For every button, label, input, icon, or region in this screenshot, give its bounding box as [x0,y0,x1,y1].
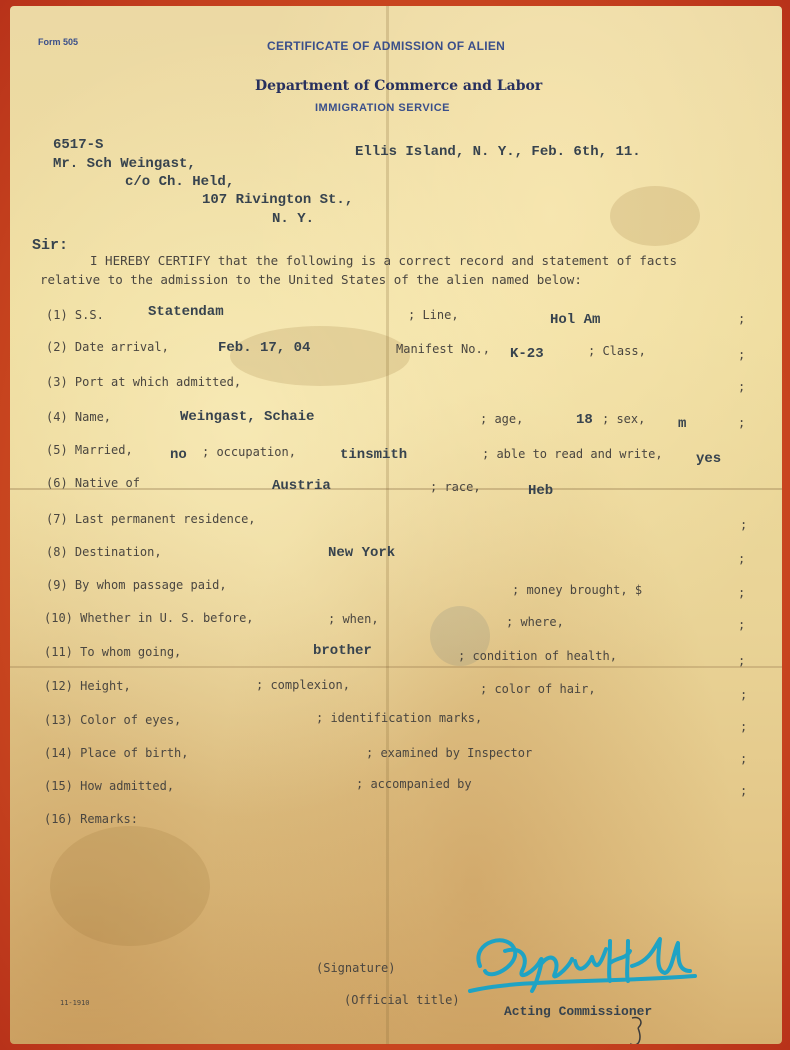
field-label: ; occupation, [202,445,296,459]
field-separator: ; [738,552,746,566]
field-separator: ; [738,348,746,362]
field-label: (4) Name, [46,410,112,424]
field-label: ; identification marks, [316,711,483,725]
native-value: Austria [272,478,331,494]
field-label: ; condition of health, [458,649,617,663]
service-title: IMMIGRATION SERVICE [315,102,450,114]
field-separator: ; [738,312,746,326]
handwritten-signature [460,921,700,1001]
address-line: c/o Ch. Held, [125,174,235,190]
field-label: (5) Married, [46,443,133,457]
official-title-label: (Official title) [344,993,460,1007]
field-label: Manifest No., [396,342,490,356]
field-label: ; where, [506,615,564,629]
field-label: (16) Remarks: [44,812,138,826]
field-label: (12) Height, [44,679,131,693]
sex-value: m [678,416,687,432]
line-value: Hol Am [550,312,601,328]
paper-stain [50,826,210,946]
occupation-value: tinsmith [340,447,408,463]
destination-value: New York [328,545,396,561]
horizontal-fold [10,666,782,668]
field-label: ; money brought, $ [512,583,643,597]
field-label: (13) Color of eyes, [44,713,182,727]
field-label: (15) How admitted, [44,779,175,793]
field-label: ; accompanied by [356,777,472,791]
field-label: ; complexion, [256,678,350,692]
field-label: ; age, [480,412,524,426]
read-write-value: yes [696,451,722,467]
age-value: 18 [576,412,593,428]
ship-value: Statendam [148,304,224,320]
certificate-title: CERTIFICATE OF ADMISSION OF ALIEN [267,39,506,53]
field-separator: ; [738,618,746,632]
field-label: ; sex, [602,412,646,426]
field-label: ; race, [430,480,481,494]
address-line: N. Y. [272,211,315,227]
paper-stain [230,326,410,386]
field-label: (3) Port at which admitted, [46,375,242,389]
official-title-value: Acting Commissioner [504,1004,653,1019]
field-label: ; Line, [408,308,459,322]
form-number: Form 505 [38,37,79,47]
field-label: (6) Native of [46,476,140,490]
address-line: Mr. Sch Weingast, [53,156,196,172]
field-separator: ; [740,720,748,734]
field-label: (14) Place of birth, [44,746,189,760]
print-mark: 11-1910 [60,999,90,1007]
certify-text: I HEREBY CERTIFY that the following is a correct record and statement of facts [90,253,677,268]
going-to-value: brother [313,643,372,659]
field-label: (2) Date arrival, [46,340,169,354]
field-label: ; Class, [588,344,646,358]
file-number: 6517-S [53,137,104,153]
married-value: no [170,447,187,463]
handwritten-initial [622,1014,652,1044]
location-date: Ellis Island, N. Y., Feb. 6th, 11. [355,144,641,160]
field-label: (7) Last permanent residence, [46,512,256,526]
field-separator: ; [740,518,748,532]
salutation: Sir: [32,237,69,254]
field-label: ; able to read and write, [482,447,663,461]
field-separator: ; [738,586,746,600]
field-separator: ; [740,752,748,766]
department-title: Department of Commerce and Labor [255,78,543,94]
field-label: (10) Whether in U. S. before, [44,611,254,625]
paper-stain [610,186,700,246]
field-label: ; when, [328,612,379,626]
field-separator: ; [738,416,746,430]
field-separator: ; [740,688,748,702]
field-separator: ; [738,380,746,394]
certify-text: relative to the admission to the United States of the alien named below: [40,272,582,287]
field-label: (1) S.S. [46,308,104,322]
manifest-value: K-23 [510,346,544,362]
field-label: (8) Destination, [46,545,162,559]
certificate-paper [10,6,782,1044]
address-line: 107 Rivington St., [202,192,354,208]
field-label: ; color of hair, [480,682,596,696]
arrival-date-value: Feb. 17, 04 [218,340,311,356]
field-label: (9) By whom passage paid, [46,578,227,592]
field-label: (11) To whom going, [44,645,182,659]
field-label: ; examined by Inspector [366,746,533,760]
race-value: Heb [528,483,554,499]
name-value: Weingast, Schaie [180,409,315,425]
field-separator: ; [740,784,748,798]
field-separator: ; [738,654,746,668]
signature-label: (Signature) [316,961,396,975]
vertical-fold [386,6,389,1044]
